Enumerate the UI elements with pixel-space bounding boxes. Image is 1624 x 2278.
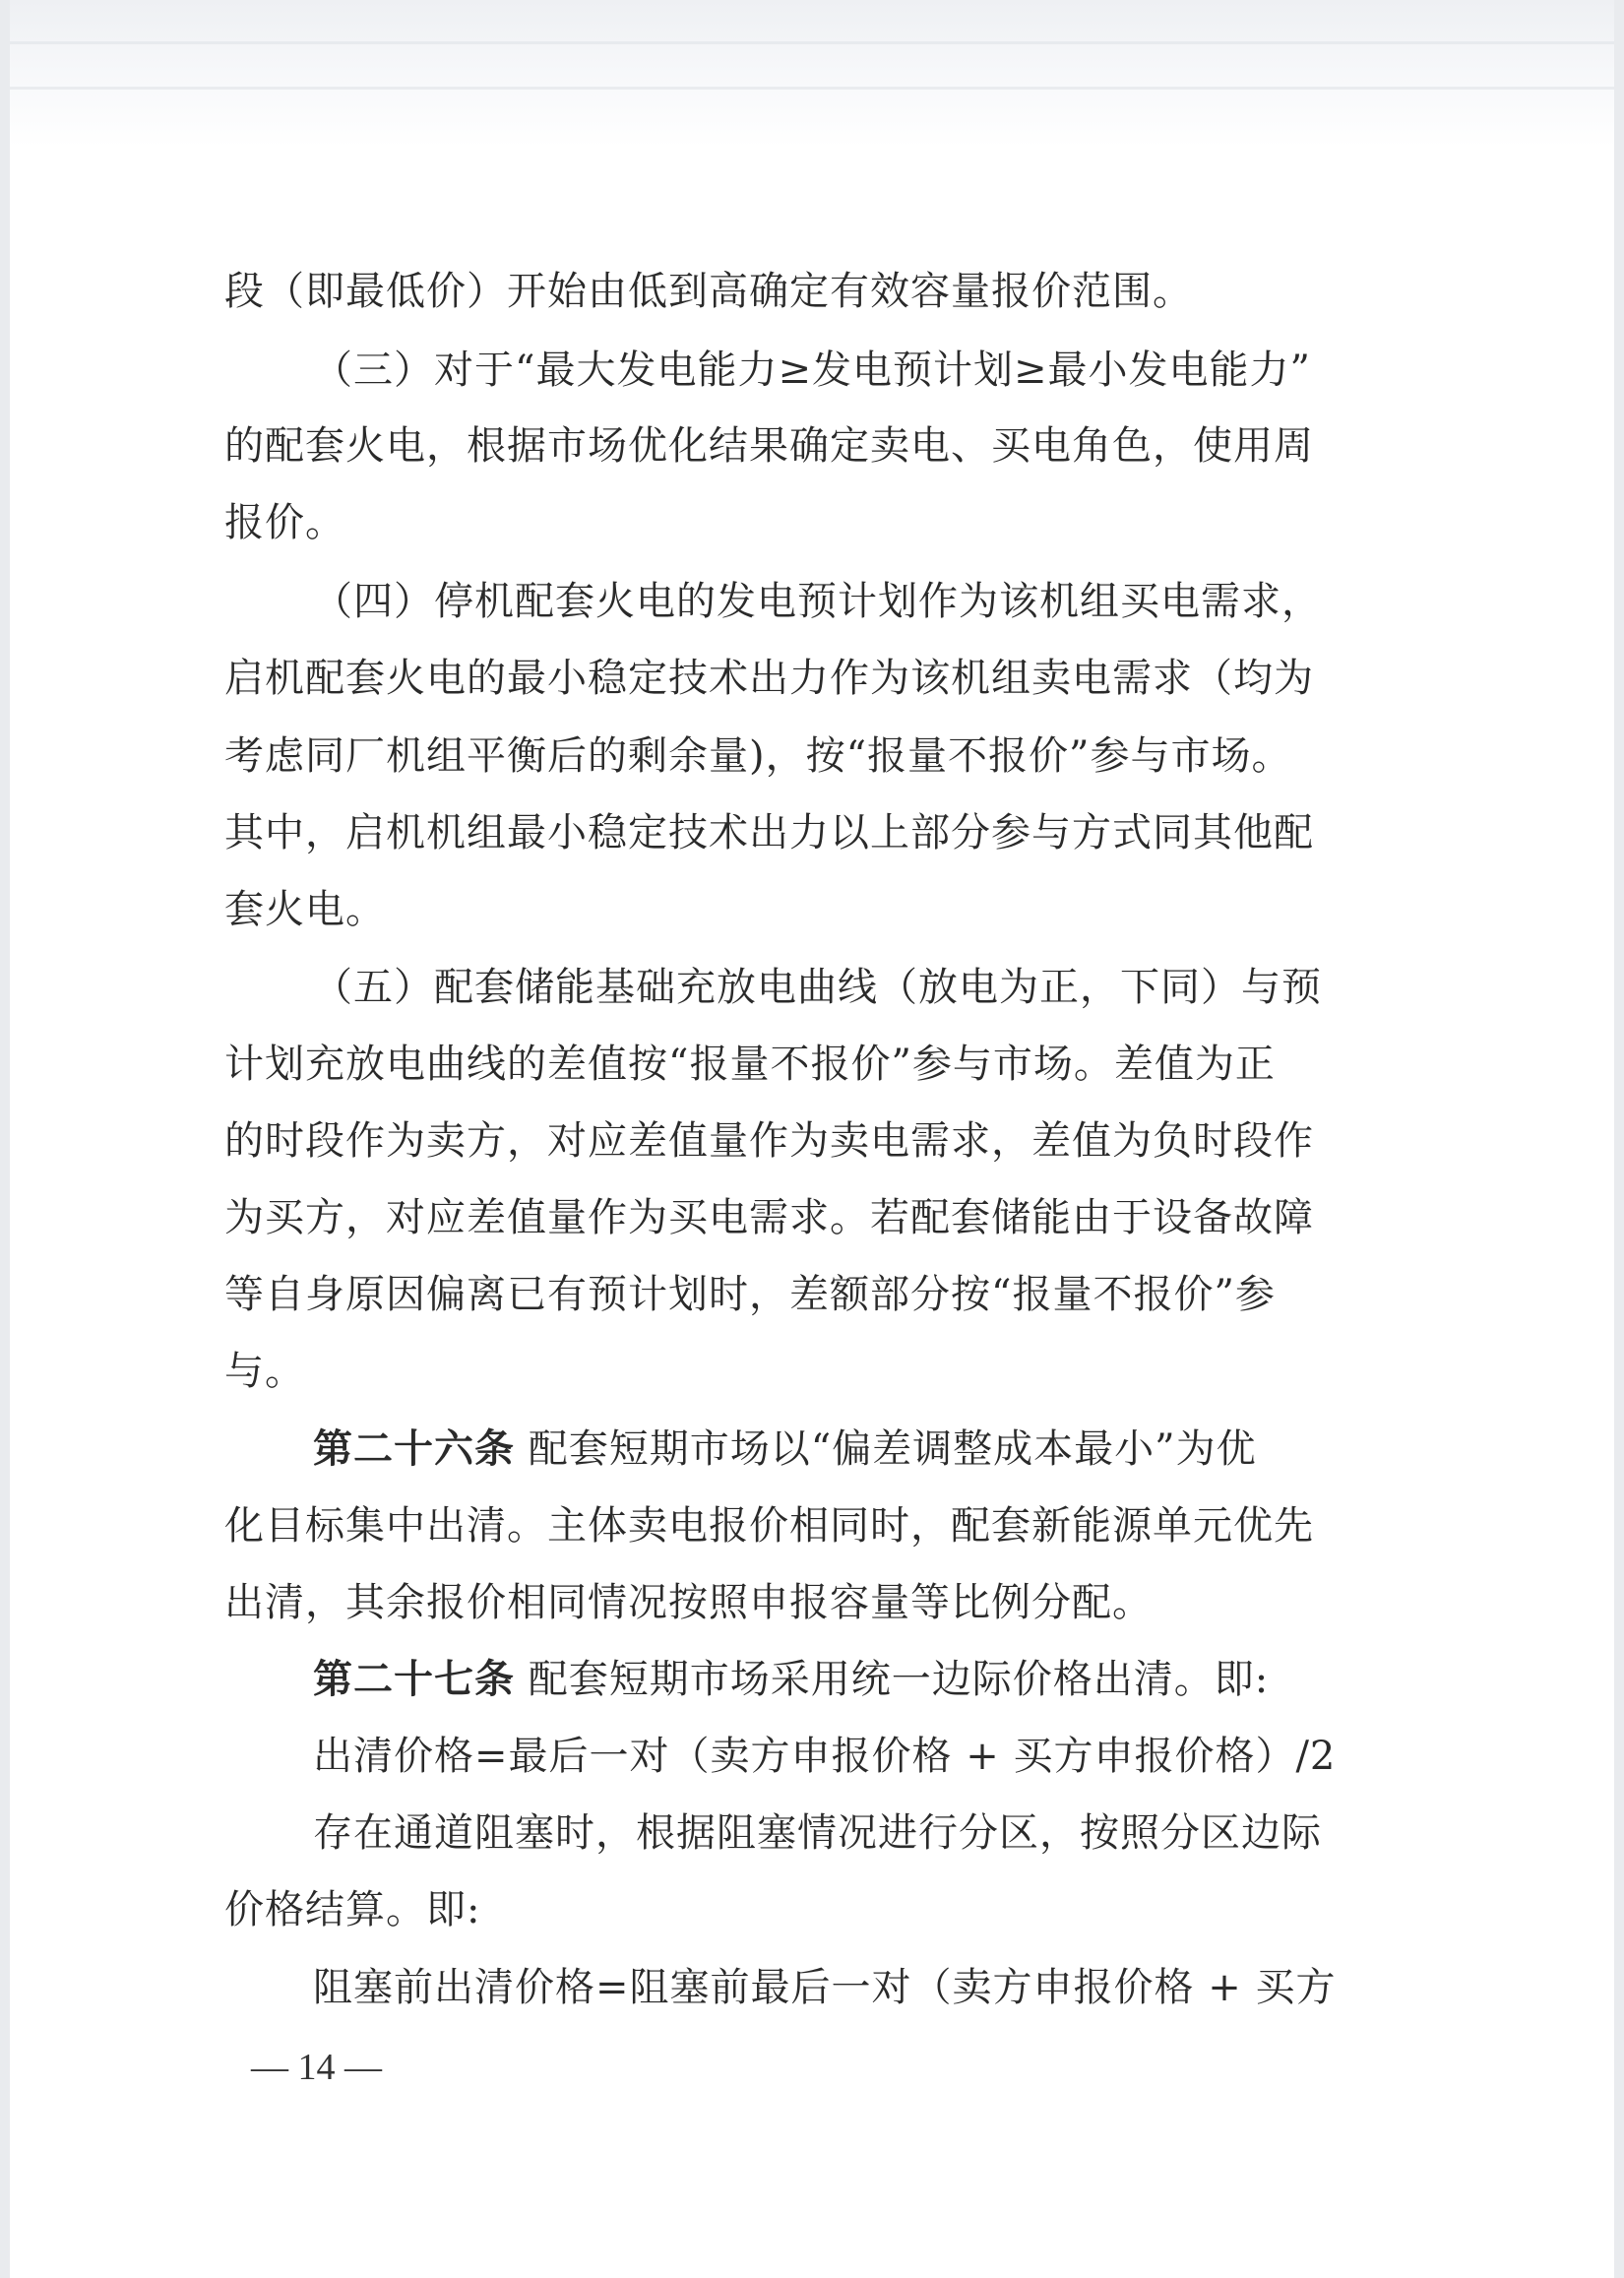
- scan-shading: [0, 0, 1624, 148]
- body-line-2: [0, 343, 1624, 398]
- body-line-8: [0, 805, 1624, 860]
- line-text: 与。: [224, 1349, 305, 1394]
- line-text: 等自身原因偏离已有预计划时，差额部分按“报量不报价”参: [224, 1272, 1276, 1317]
- body-line-23: [0, 1960, 1624, 2015]
- line-text: 配套短期市场采用统一边际价格出清。即:: [515, 1657, 1270, 1702]
- body-line-4: [0, 495, 1624, 550]
- line-text: 化目标集中出清。主体卖电报价相同时，配套新能源单元优先: [224, 1503, 1314, 1549]
- line-text: （三）对于“最大发电能力≥发电预计划≥最小发电能力”: [313, 348, 1311, 393]
- line-text: 其中，启机机组最小稳定技术出力以上部分参与方式同其他配: [224, 810, 1314, 855]
- body-line-6: [0, 651, 1624, 706]
- body-line-20: [0, 1729, 1624, 1784]
- body-line-13: [0, 1190, 1624, 1245]
- line-text: 出清价格=最后一对（卖方申报价格 + 买方申报价格）/2: [313, 1734, 1337, 1779]
- body-line-14: [0, 1267, 1624, 1322]
- line-text: 出清，其余报价相同情况按照申报容量等比例分配。: [224, 1580, 1153, 1625]
- line-text: 启机配套火电的最小稳定技术出力作为该机组卖电需求（均为: [224, 656, 1314, 701]
- line-text: 套火电。: [224, 887, 386, 932]
- scan-streak: [0, 87, 1624, 90]
- body-line-12: [0, 1113, 1624, 1169]
- body-line-19: [0, 1652, 1624, 1707]
- line-text: 报价。: [224, 500, 345, 545]
- line-text: 配套短期市场以“偏差调整成本最小”为优: [515, 1426, 1257, 1472]
- body-line-21: [0, 1805, 1624, 1861]
- article-heading: 第二十六条: [313, 1425, 515, 1472]
- line-text: 计划充放电曲线的差值按“报量不报价”参与市场。差值为正: [224, 1042, 1276, 1087]
- body-line-9: [0, 882, 1624, 937]
- line-text: 段（即最低价）开始由低到高确定有效容量报价范围。: [224, 269, 1193, 314]
- line-text: 考虑同厂机组平衡后的剩余量)，按“报量不报价”参与市场。: [224, 733, 1292, 779]
- line-text: 价格结算。即:: [224, 1887, 481, 1932]
- body-line-7: [0, 728, 1624, 784]
- scan-streak: [0, 41, 1624, 44]
- line-text: 存在通道阻塞时，根据阻塞情况进行分区，按照分区边际: [313, 1810, 1322, 1856]
- body-line-17: [0, 1498, 1624, 1553]
- body-line-5: [0, 574, 1624, 629]
- line-text: 的时段作为卖方，对应差值量作为卖电需求，差值为负时段作: [224, 1118, 1314, 1164]
- body-line-15: [0, 1344, 1624, 1399]
- line-text: 的配套火电，根据市场优化结果确定卖电、买电角色，使用周: [224, 423, 1314, 469]
- body-line-1: [0, 264, 1624, 319]
- line-text: 阻塞前出清价格=阻塞前最后一对（卖方申报价格 + 买方: [313, 1965, 1337, 2010]
- page-number: — 14 —: [251, 2047, 382, 2088]
- article-heading: 第二十七条: [313, 1656, 515, 1702]
- line-text: （四）停机配套火电的发电预计划作为该机组买电需求，: [313, 579, 1322, 624]
- body-line-16: [0, 1422, 1624, 1477]
- body-line-18: [0, 1575, 1624, 1630]
- body-line-10: [0, 960, 1624, 1015]
- line-text: 为买方，对应差值量作为买电需求。若配套储能由于设备故障: [224, 1195, 1314, 1240]
- body-line-11: [0, 1037, 1624, 1092]
- line-text: （五）配套储能基础充放电曲线（放电为正，下同）与预: [313, 965, 1322, 1010]
- body-line-22: [0, 1882, 1624, 1937]
- body-line-3: [0, 418, 1624, 474]
